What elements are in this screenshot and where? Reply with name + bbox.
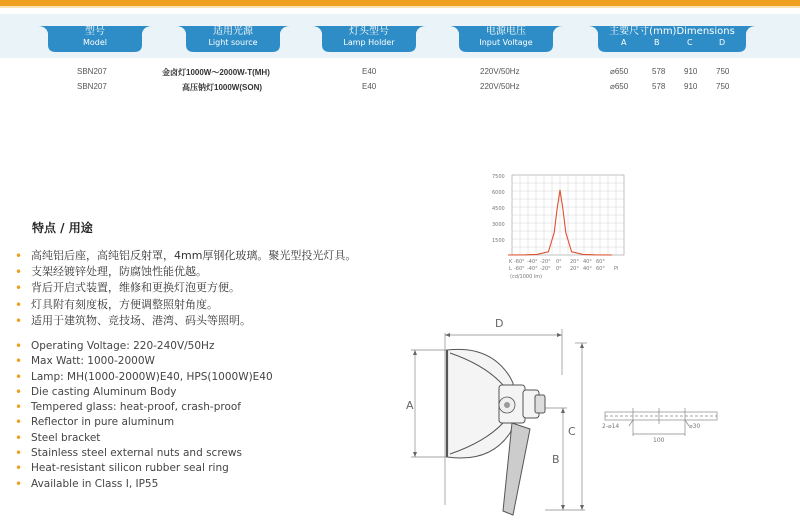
chart-k-tick: 0° [556, 259, 562, 265]
header-dimensions-title: 主要尺寸(mm)Dimensions [609, 26, 735, 37]
dim-col-d: D [719, 38, 726, 47]
header-model [38, 23, 152, 53]
y-tick-label: 3000 [492, 222, 505, 228]
feature-en-item: • Heat-resistant silicon rubber seal ring [15, 461, 273, 476]
dim-label-b: B [552, 453, 560, 466]
row1-dim-d: 750 [716, 67, 730, 76]
header-light-source [176, 23, 290, 53]
fixture-body [447, 349, 545, 458]
feature-en-item: • Available in Class I, IP55 [15, 477, 273, 492]
row1-model: SBN207 [77, 67, 107, 76]
features-en-list [15, 339, 273, 492]
feature-en-item: • Die casting Aluminum Body [15, 385, 273, 400]
feature-en-item: • Max Watt: 1000-2000W [15, 354, 273, 369]
header-voltage [449, 23, 563, 53]
header-model-cn: 型号 [85, 26, 105, 37]
y-tick-label: 1500 [492, 238, 505, 244]
fixture-dimension-drawing [395, 305, 595, 531]
header-voltage-cn: 电源电压 [486, 26, 526, 37]
chart-l-tick: 20° [570, 266, 579, 272]
header-light-source-cn: 适用光源 [213, 26, 253, 37]
feature-cn-item: • 灯具附有刻度板，方便调整照射角度。 [15, 297, 356, 313]
feature-en-item: • Stainless steel external nuts and screws [15, 446, 273, 461]
feature-cn-item: • 高纯铝后座，高纯铝反射罩，4mm厚钢化玻璃。聚光型投光灯具。 [15, 248, 356, 264]
chart-k-label: K [509, 259, 513, 265]
dim-col-c: C [687, 38, 693, 47]
row1-lamp-holder: E40 [362, 67, 377, 76]
features-cn-list [15, 248, 356, 329]
header-lamp-holder-en: Lamp Holder [343, 38, 395, 47]
feature-cn-item: • 支架经镀锌处理，防腐蚀性能优越。 [15, 264, 356, 280]
pivot-bolt-icon [504, 402, 510, 408]
chart-l-tick: 60° [596, 266, 605, 272]
chart-y-ticks [492, 174, 505, 244]
row1-dim-a: ⌀650 [610, 67, 629, 76]
header-light-source-en: Light source [208, 38, 258, 47]
y-tick-label: 7500 [492, 174, 505, 180]
feature-en-item: • Lamp: MH(1000-2000W)E40, HPS(1000W)E40 [15, 370, 273, 385]
row1-light-source: 金卤灯1000W～2000W-T(MH) [162, 68, 270, 77]
dim-col-b: B [654, 38, 660, 47]
y-tick-label: 6000 [492, 190, 505, 196]
chart-unit-label: Pl [614, 266, 619, 272]
row1-dim-c: 910 [684, 67, 698, 76]
top-accent-line [0, 6, 800, 8]
row2-dim-d: 750 [716, 82, 730, 91]
feature-en-item: • Steel bracket [15, 431, 273, 446]
row2-model: SBN207 [77, 82, 107, 91]
chart-l-tick: 0° [556, 266, 562, 272]
dim-label-c: C [568, 425, 576, 438]
chart-k-tick: -20° [540, 259, 551, 265]
feature-cn-item: • 背后开启式装置，维修和更换灯泡更方便。 [15, 280, 356, 296]
header-dimensions [588, 23, 756, 53]
detail-hole-label: 2-⌀14 [602, 423, 620, 430]
dim-label-a: A [406, 399, 414, 412]
chart-k-tick: 20° [570, 259, 579, 265]
y-tick-label: 4500 [492, 206, 505, 212]
row2-voltage: 220V/50Hz [480, 82, 520, 91]
row1-dim-b: 578 [652, 67, 666, 76]
chart-l-label: L [509, 266, 512, 272]
mounting-bracket-detail [595, 400, 725, 450]
chart-k-tick: -60° [514, 259, 525, 265]
row1-voltage: 220V/50Hz [480, 67, 520, 76]
chart-grid [512, 175, 624, 255]
chart-k-tick: 60° [596, 259, 605, 265]
chart-l-tick: -40° [527, 266, 538, 272]
header-dimensions-sub [588, 38, 756, 48]
chart-k-tick: -40° [527, 259, 538, 265]
row2-lamp-holder: E40 [362, 82, 377, 91]
chart-l-tick: -60° [514, 266, 525, 272]
bracket-detail-lines [605, 408, 717, 436]
row2-dim-b: 578 [652, 82, 666, 91]
detail-dim-label: 100 [653, 437, 665, 444]
row2-light-source: 高压钠灯1000W(SON) [182, 83, 263, 92]
light-distribution-chart [478, 170, 638, 285]
chart-l-tick: -20° [540, 266, 551, 272]
dim-label-d: D [495, 317, 504, 330]
chart-footnote: (cd/1000 lm) [510, 274, 543, 280]
row2-dim-a: ⌀650 [610, 82, 629, 91]
row2-dim-c: 910 [684, 82, 698, 91]
chart-k-tick: 40° [583, 259, 592, 265]
feature-cn-item: • 适用于建筑物、竞技场、港湾、码头等照明。 [15, 313, 356, 329]
features-title: 特点 / 用途 [32, 221, 93, 235]
detail-center-hole-label: ⌀30 [689, 423, 701, 430]
chart-l-tick: 40° [583, 266, 592, 272]
header-lamp-holder [312, 23, 426, 53]
header-voltage-en: Input Voltage [479, 38, 533, 47]
header-model-en: Model [82, 38, 108, 47]
feature-en-item: • Operating Voltage: 220-240V/50Hz [15, 339, 273, 354]
feature-en-item: • Tempered glass: heat-proof, crash-proof [15, 400, 273, 415]
feature-en-item: • Reflector in pure aluminum [15, 415, 273, 430]
dim-col-a: A [621, 38, 627, 47]
header-lamp-holder-cn: 灯头型号 [349, 26, 389, 37]
